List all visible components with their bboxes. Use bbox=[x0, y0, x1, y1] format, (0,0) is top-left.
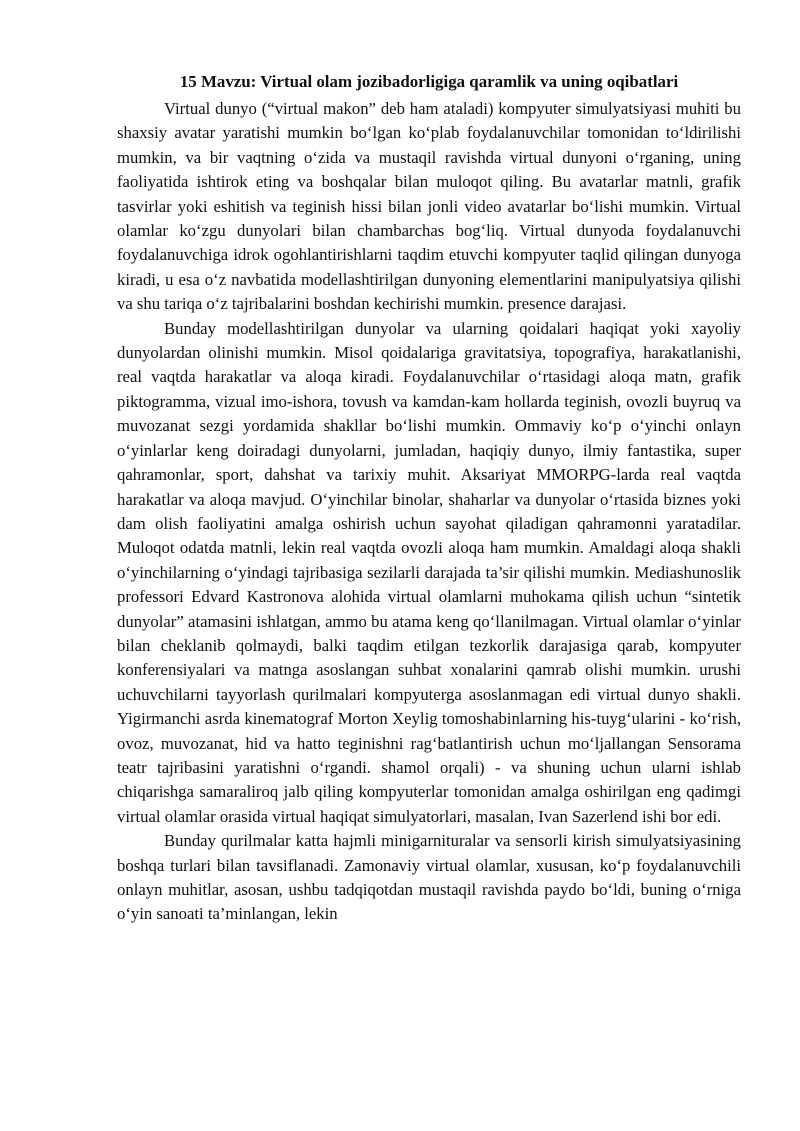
paragraph-1: Virtual dunyo (“virtual makon” deb ham ataladi) kompyuter simulyatsiyasi muhiti bu shaxsiy avatar yaratishi mumkin bo‘lgan ko‘plab foydalanuvchilar tomonidan to‘ldirilishi mumkin, va bir vaqtning o‘zida va mustaqil ravishda virtual dunyoni o‘rganing, uning faoliyatida ishtirok eting va boshqalar bilan muloqot qiling. Bu avatarlar matnli, grafik tasvirlar yoki eshitish va teginish hissi bilan jonli video avatarlar bo‘lishi mumkin. Virtual olamlar ko‘zgu dunyolari bilan chambarchas bog‘liq. Virtual dunyoda foydalanuvchi foydalanuvchiga idrok ogohlantirishlarni taqdim etuvchi kompyuter taqlid qilingan dunyoga kiradi, u esa o‘z navbatida modellashtirilgan dunyoning elementlarini manipulyatsiya qilishi va shu tariqa o‘z tajribalarini boshdan kechirishi mumkin. presence darajasi. bbox=[117, 99, 741, 314]
page-title: 15 Mavzu: Virtual olam jozibadorligiga qaramlik va uning oqibatlari bbox=[179, 72, 679, 91]
paragraph-3: Bunday qurilmalar katta hajmli minigarnituralar va sensorli kirish simulyatsiyasining boshqa turlari bilan tavsiflanadi. Zamonaviy virtual olamlar, xususan, ko‘p foydalanuvchili onlayn muhitlar, asosan, ushbu tadqiqotdan mustaqil ravishda paydo bo‘ldi, buning o‘rniga o‘yin sanoati ta’minlangan, lekin bbox=[117, 831, 741, 924]
document-page bbox=[117, 70, 741, 927]
paragraph-2: Bunday modellashtirilgan dunyolar va ularning qoidalari haqiqat yoki xayoliy dunyolardan olinishi mumkin. Misol qoidalariga gravitatsiya, topografiya, harakatlanishi, real vaqtda harakatlar va aloqa kiradi. Foydalanuvchilar o‘rtasidagi aloqa matn, grafik piktogramma, vizual imo-ishora, tovush va kamdan-kam hollarda teginish, ovozli buyruq va muvozanat sezgi yordamida shakllar bo‘lishi mumkin. Ommaviy ko‘p o‘yinchi onlayn o‘yinlarlar keng doiradagi dunyolarni, jumladan, haqiqiy dunyo, ilmiy fantastika, super qahramonlar, sport, dahshat va tarixiy muhit. Aksariyat MMORPG-larda real vaqtda harakatlar va aloqa mavjud. O‘yinchilar binolar, shaharlar va dunyolar o‘rtasida biznes yoki dam olish faoliyatini amalga oshirish uchun sayohat qiladigan qahramonni yaratadilar. Muloqot odatda matnli, lekin real vaqtda ovozli aloqa ham mumkin. Amaldagi aloqa shakli o‘yinchilarning o‘yindagi tajribasiga sezilarli darajada ta’sir qilishi mumkin. Mediashunoslik professori Edvard Kastronova alohida virtual olamlarni muhokama qilish uchun “sintetik dunyolar” atamasini ishlatgan, ammo bu atama keng qo‘llanilmagan. Virtual olamlar o‘yinlar bilan cheklanib qolmaydi, balki taqdim etilgan tezkorlik darajasiga qarab, kompyuter konferensiyalari va matnga asoslangan suhbat xonalarini qamrab olishi mumkin. urushi uchuvchilarni tayyorlash qurilmalari kompyuterga asoslanmagan edi virtual dunyo shakli. Yigirmanchi asrda kinematograf Morton Xeylig tomoshabinlarning his-tuyg‘ularini - ko‘rish, ovoz, muvozanat, hid va hatto teginishni rag‘batlantirish uchun mo‘ljallangan Sensorama teatr tajribasini yaratishni o‘rgandi. shamol orqali) - va shuning uchun ularni ishlab chiqarishga samaraliroq jalb qiling kompyuterlar tomonidan amalga oshirilgan eng qadimgi virtual olamlar orasida virtual haqiqat simulyatorlari, masalan, Ivan Sazerlend ishi bor edi. bbox=[117, 318, 741, 826]
